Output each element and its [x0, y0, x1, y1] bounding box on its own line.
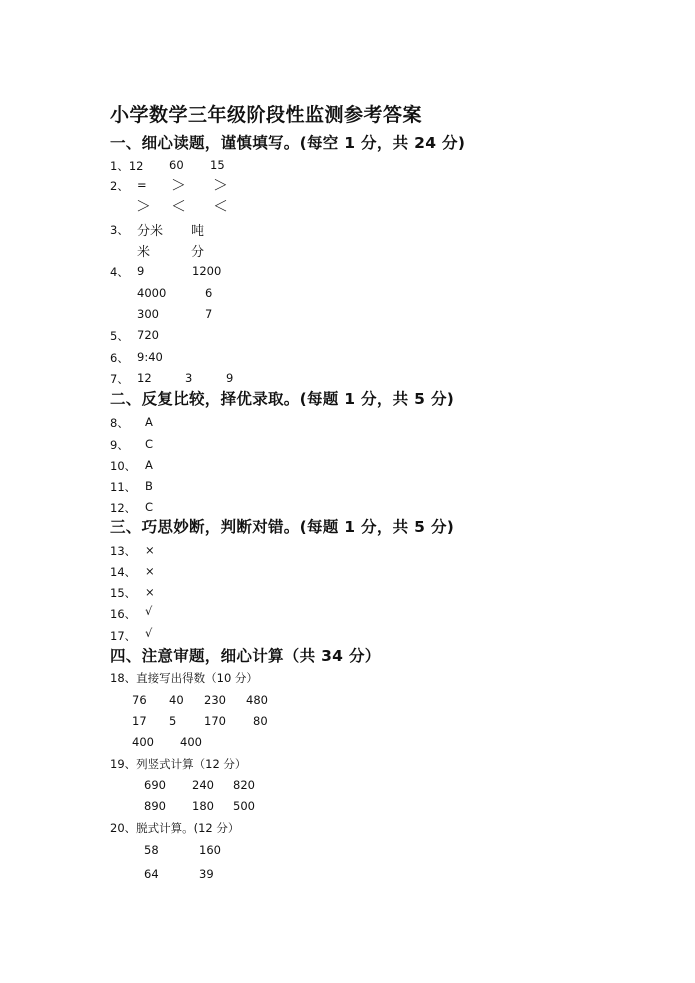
q20-answer-1: 58 [144, 843, 159, 857]
q17-number: 17、 [110, 629, 137, 643]
q9-number: 9、 [110, 438, 129, 452]
q4-number: 4、 [110, 265, 129, 279]
q2-answer-3: ＞ [213, 176, 229, 194]
q2-number: 2、 [110, 179, 129, 193]
q3-answer-1: 分米 [137, 224, 164, 239]
q19-answer-4: 890 [144, 799, 166, 813]
q19-answer-3: 820 [233, 778, 255, 792]
q8-number: 8、 [110, 416, 129, 430]
q4-answer-2: 1200 [192, 264, 222, 278]
q2-answer-2: ＞ [171, 176, 187, 194]
q18-answer-10: 400 [180, 735, 202, 749]
q20-answer-2: 160 [199, 843, 221, 857]
q18-answer-5: 17 [132, 714, 147, 728]
q10-answer: A [145, 458, 153, 472]
q2-answer-6: ＜ [213, 197, 229, 215]
q13-number: 13、 [110, 544, 137, 558]
q4-answer-4: 6 [205, 286, 213, 300]
q18-answer-3: 230 [204, 693, 226, 707]
q9-answer: C [145, 437, 154, 451]
q7-answer-3: 9 [226, 371, 234, 385]
q19-answer-5: 180 [192, 799, 214, 813]
q11-number: 11、 [110, 480, 137, 494]
q18-answer-7: 170 [204, 714, 226, 728]
q14-answer: × [145, 564, 155, 578]
page-title: 小学数学三年级阶段性监测参考答案 [110, 104, 423, 126]
section-heading-4: 四、注意审题，细心计算（共 34 分） [110, 647, 381, 665]
q2-answer-5: ＜ [171, 197, 187, 215]
section-heading-1: 一、细心读题，谨慎填写。(每空 1 分，共 24 分) [110, 134, 466, 152]
q19-answer-6: 500 [233, 799, 255, 813]
q20-answer-3: 64 [144, 867, 159, 881]
q16-answer: √ [145, 604, 153, 618]
q16-number: 16、 [110, 607, 137, 621]
q7-answer-1: 12 [137, 371, 152, 385]
q7-answer-2: 3 [185, 371, 193, 385]
q13-answer: × [145, 543, 155, 557]
section-heading-3: 三、巧思妙断，判断对错。(每题 1 分，共 5 分) [110, 518, 455, 536]
q10-number: 10、 [110, 459, 137, 473]
q18-answer-1: 76 [132, 693, 147, 707]
q6-answer: 9:40 [137, 350, 163, 364]
q14-number: 14、 [110, 565, 137, 579]
q4-answer-5: 300 [137, 307, 159, 321]
q1-answer-2: 15 [210, 158, 225, 172]
q20-answer-4: 39 [199, 867, 214, 881]
q2-answer-4: ＞ [136, 197, 152, 215]
q6-number: 6、 [110, 351, 129, 365]
q5-number: 5、 [110, 329, 129, 343]
q20-label: 20、脱式计算。(12 分） [110, 821, 240, 835]
q3-number: 3、 [110, 223, 129, 237]
q12-number: 12、 [110, 501, 137, 515]
q18-answer-9: 400 [132, 735, 154, 749]
q19-label: 19、列竖式计算（12 分） [110, 757, 247, 771]
q5-answer: 720 [137, 328, 159, 342]
q8-answer: A [145, 415, 153, 429]
q3-answer-4: 分 [191, 245, 205, 260]
q17-answer: √ [145, 626, 153, 640]
q12-answer: C [145, 500, 154, 514]
q15-answer: × [145, 585, 155, 599]
q4-answer-6: 7 [205, 307, 213, 321]
q7-number: 7、 [110, 372, 129, 386]
q18-answer-8: 80 [253, 714, 268, 728]
q3-answer-3: 米 [137, 245, 151, 260]
q3-answer-2: 吨 [191, 224, 205, 239]
section-heading-2: 二、反复比较，择优录取。(每题 1 分，共 5 分) [110, 390, 455, 408]
q2-answer-1: = [137, 178, 147, 192]
q1-answer-1: 60 [169, 158, 184, 172]
q4-answer-3: 4000 [137, 286, 167, 300]
q15-number: 15、 [110, 586, 137, 600]
q19-answer-1: 690 [144, 778, 166, 792]
q18-label: 18、直接写出得数（10 分） [110, 671, 258, 685]
q18-answer-2: 40 [169, 693, 184, 707]
q1-number: 1、12 [110, 159, 144, 173]
q19-answer-2: 240 [192, 778, 214, 792]
q18-answer-6: 5 [169, 714, 177, 728]
q4-answer-1: 9 [137, 264, 145, 278]
q11-answer: B [145, 479, 153, 493]
q18-answer-4: 480 [246, 693, 268, 707]
